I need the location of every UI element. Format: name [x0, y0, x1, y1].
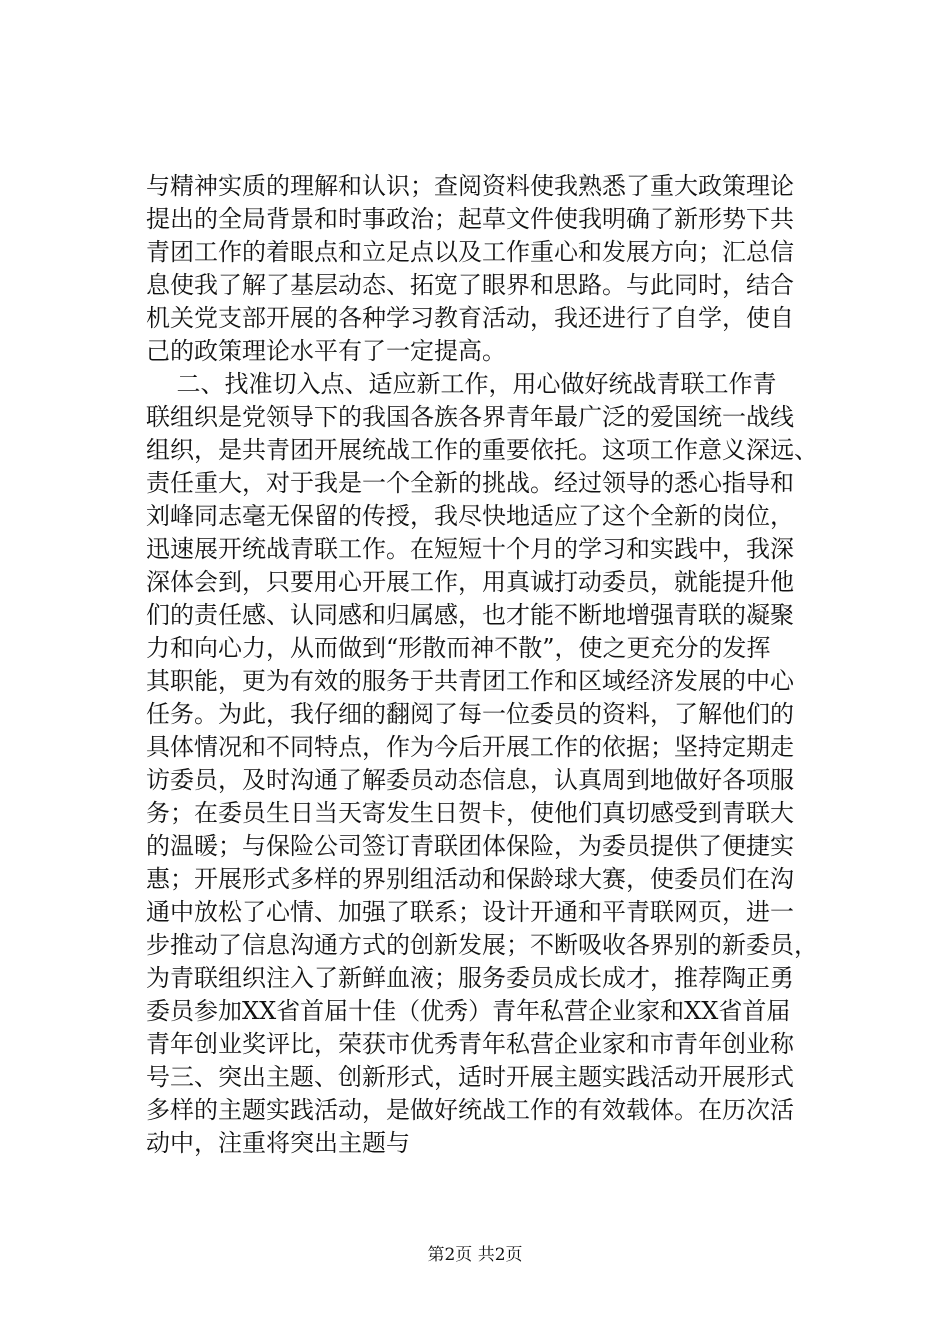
text-line: 其职能，更为有效的服务于共青团工作和区域经济发展的中心 [146, 667, 794, 695]
text-line: 们的责任感、认同感和归属感，也才能不断地增强青联的凝聚 [146, 601, 794, 629]
text-line: 访委员，及时沟通了解委员动态信息，认真周到地做好各项服 [146, 766, 794, 794]
text-line: 提出的全局背景和时事政治；起草文件使我明确了新形势下共 [146, 205, 794, 233]
document-body [146, 170, 826, 1160]
text-line: 机关党支部开展的各种学习教育活动，我还进行了自学，使自 [146, 304, 794, 332]
text-line: 惠；开展形式多样的界别组活动和保龄球大赛，使委员们在沟 [146, 865, 794, 893]
text-line: 步推动了信息沟通方式的创新发展；不断吸收各界别的新委员， [146, 931, 818, 959]
text-line: 组织，是共青团开展统战工作的重要依托。这项工作意义深远、 [146, 436, 818, 464]
text-line: 动中，注重将突出主题与 [146, 1129, 410, 1157]
text-line: 务；在委员生日当天寄发生日贺卡，使他们真切感受到青联大 [146, 799, 794, 827]
text-line: 具体情况和不同特点，作为今后开展工作的依据；坚持定期走 [146, 733, 794, 761]
text-line: 息使我了解了基层动态、拓宽了眼界和思路。与此同时，结合 [146, 271, 794, 299]
text-line: 与精神实质的理解和认识；查阅资料使我熟悉了重大政策理论 [146, 172, 794, 200]
text-line: 责任重大，对于我是一个全新的挑战。经过领导的悉心指导和 [146, 469, 794, 497]
text-line: 通中放松了心情、加强了联系；设计开通和平青联网页，进一 [146, 898, 794, 926]
text-line: 青年创业奖评比，荣获市优秀青年私营企业家和市青年创业称 [146, 1030, 794, 1058]
text-line: 多样的主题实践活动，是做好统战工作的有效载体。在历次活 [146, 1096, 794, 1124]
text-line: 任务。为此，我仔细的翻阅了每一位委员的资料，了解他们的 [146, 700, 794, 728]
section-heading-line: 二、找准切入点、适应新工作，用心做好统战青联工作青 [146, 370, 777, 398]
text-line: 为青联组织注入了新鲜血液；服务委员成长成才，推荐陶正勇 [146, 964, 794, 992]
text-line: 己的政策理论水平有了一定提高。 [146, 337, 506, 365]
text-line: 刘峰同志毫无保留的传授，我尽快地适应了这个全新的岗位， [146, 502, 794, 530]
page-footer: 第2页 共2页 [427, 1245, 523, 1265]
text-line: 迅速展开统战青联工作。在短短十个月的学习和实践中，我深 [146, 535, 794, 563]
text-line: 的温暖；与保险公司签订青联团体保险，为委员提供了便捷实 [146, 832, 794, 860]
text-line: 力和向心力，从而做到“形散而神不散”，使之更充分的发挥 [146, 634, 771, 662]
text-line: 委员参加XX省首届十佳（优秀）青年私营企业家和XX省首届 [146, 997, 791, 1025]
text-line: 青团工作的着眼点和立足点以及工作重心和发展方向；汇总信 [146, 238, 794, 266]
text-line: 号三、突出主题、创新形式，适时开展主题实践活动开展形式 [146, 1063, 794, 1091]
text-line: 联组织是党领导下的我国各族各界青年最广泛的爱国统一战线 [146, 403, 794, 431]
text-line: 深体会到，只要用心开展工作，用真诚打动委员，就能提升他 [146, 568, 794, 596]
